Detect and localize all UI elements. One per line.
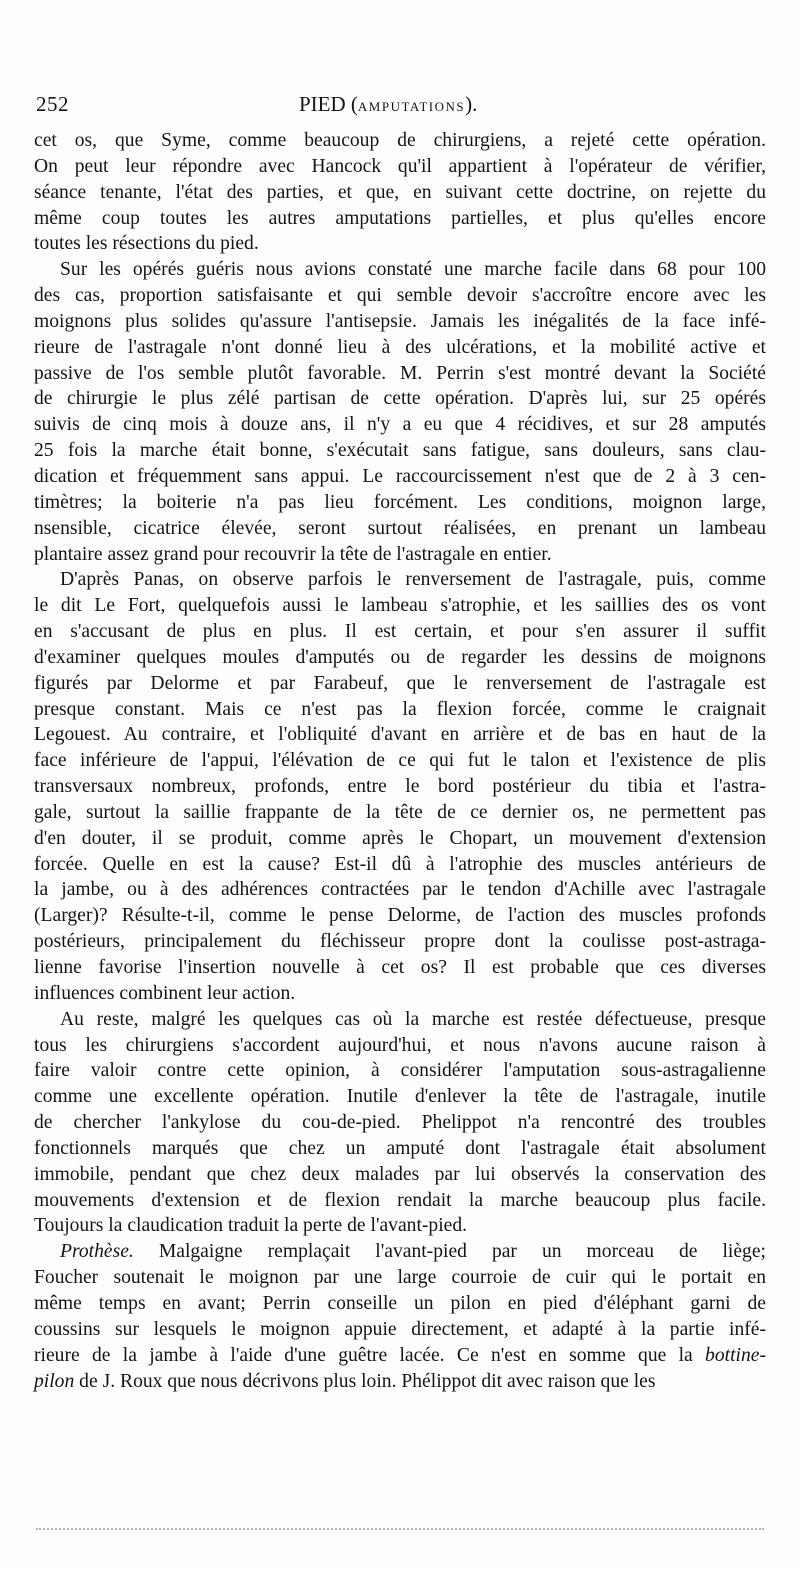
line-text: fonctionnels marqués que chez un amputé dont l'astragale était absolument	[34, 1137, 766, 1159]
page-header	[36, 92, 766, 122]
section-lead-italic: Prothèse.	[60, 1241, 134, 1263]
running-head	[299, 92, 477, 117]
line-text: cet os, que Syme, comme beaucoup de chirurgiens, a rejeté cette opération.	[34, 130, 766, 151]
line-text: Foucher soutenait le moignon par une large courroie de cuir qui le portait en	[34, 1267, 766, 1289]
text-line	[34, 542, 766, 568]
paragraph	[34, 1007, 766, 1240]
text-line	[34, 1084, 766, 1110]
page-number: 252	[36, 92, 69, 116]
paragraph	[34, 257, 766, 567]
text-line	[34, 619, 766, 645]
bottom-dotted-rule	[36, 1528, 764, 1530]
running-head-close: ).	[465, 92, 478, 116]
text-line	[34, 283, 766, 309]
text-line	[34, 1136, 766, 1162]
line-text: moignons plus solides qu'assure l'antisepsie. Jamais les inégalités de la face infé-	[34, 310, 766, 332]
running-head-main: PIED (	[299, 92, 358, 116]
line-text: 25 fois la marche était bonne, s'exécutait sans fatigue, sans douleurs, sans clau-	[34, 440, 766, 462]
text-line	[34, 645, 766, 671]
text-line	[34, 800, 766, 826]
running-head-small-caps: AMPUTATIONS	[357, 99, 466, 114]
text-line	[34, 516, 766, 542]
text-line	[34, 257, 766, 283]
text-line	[34, 955, 766, 981]
line-text: de J. Roux que nous décrivons plus loin. Phélippot dit avec raison que les	[74, 1370, 656, 1392]
text-line	[34, 697, 766, 723]
text-line	[34, 1343, 766, 1369]
line-text: mouvements d'extension et de flexion rendait la marche beaucoup plus facile.	[34, 1189, 766, 1211]
text-line	[34, 1007, 766, 1033]
line-text: même temps en avant; Perrin conseille un pilon en pied d'éléphant garni de	[34, 1292, 766, 1314]
line-text: des cas, proportion satisfaisante et qui semble devoir s'accroître encore avec les	[34, 285, 766, 307]
line-text: dication et fréquemment sans appui. Le raccourcissement n'est que de 2 à 3 cen-	[34, 465, 766, 487]
line-text: même coup toutes les autres amputations partielles, et plus qu'elles encore	[34, 207, 766, 229]
paragraph	[34, 128, 766, 257]
body-text	[34, 128, 766, 1394]
text-line	[34, 774, 766, 800]
text-line	[34, 1033, 766, 1059]
text-line	[34, 309, 766, 335]
line-text: postérieurs, principalement du fléchisseur propre dont la coulisse post-astraga-	[34, 931, 766, 953]
line-text: plantaire assez grand pour recouvrir la tête de l'astragale en entier.	[34, 543, 552, 565]
line-text: tous les chirurgiens s'accordent aujourd'hui, et nous n'avons aucune raison à	[34, 1034, 766, 1056]
text-line	[34, 1291, 766, 1317]
paragraph	[34, 1239, 766, 1394]
text-line	[34, 206, 766, 232]
line-text: On peut leur répondre avec Hancock qu'il appartient à l'opérateur de vérifier,	[34, 155, 766, 177]
line-text: (Larger)? Résulte-t-il, comme le pense Delorme, de l'action des muscles profonds	[34, 905, 766, 927]
line-text: transversaux nombreux, profonds, entre le bord postérieur du tibia et l'astra-	[34, 776, 766, 798]
line-text: figurés par Delorme et par Farabeuf, que le renversement de l'astragale est	[34, 672, 766, 694]
line-text: presque constant. Mais ce n'est pas la flexion forcée, comme le craignait	[34, 698, 766, 720]
line-text: forcée. Quelle en est la cause? Est-il dû à l'atrophie des muscles antérieurs de	[34, 853, 766, 875]
text-line	[34, 1058, 766, 1084]
text-line	[34, 1110, 766, 1136]
line-text: faire valoir contre cette opinion, à considérer l'amputation sous-astragalienne	[34, 1060, 766, 1082]
line-text: comme une excellente opération. Inutile d'enlever la tête de l'astragale, inutile	[34, 1086, 766, 1108]
line-text: de chercher l'ankylose du cou-de-pied. Phelippot n'a rencontré des troubles	[34, 1112, 766, 1134]
line-text: rieure de la jambe à l'aide d'une guêtre lacée. Ce n'est en somme que la	[34, 1344, 706, 1366]
text-line	[34, 929, 766, 955]
line-text: Legouest. Au contraire, et l'obliquité d'avant en arrière et de bas en haut de la	[34, 724, 766, 746]
inline-italic-term: pilon	[34, 1370, 75, 1392]
line-text: gale, surtout la saillie frappante de la tête de ce dernier os, ne permettent pas	[34, 801, 766, 823]
line-text: immobile, pendant que chez deux malades par lui observés la conservation des	[34, 1163, 766, 1185]
line-text: coussins sur lesquels le moignon appuie directement, et adapté à la partie infé-	[34, 1318, 766, 1340]
text-line	[34, 464, 766, 490]
text-line	[34, 722, 766, 748]
text-line	[34, 1265, 766, 1291]
line-text: de chirurgie le plus zélé partisan de cette opération. D'après lui, sur 25 opérés	[34, 388, 766, 410]
text-line	[34, 1369, 766, 1395]
line-text: timètres; la boiterie n'a pas lieu forcément. Les conditions, moignon large,	[34, 491, 766, 513]
text-line	[34, 567, 766, 593]
line-text: Toujours la claudication traduit la perte de l'avant-pied.	[34, 1215, 468, 1237]
text-line	[34, 671, 766, 697]
text-line	[34, 1188, 766, 1214]
text-line	[34, 593, 766, 619]
line-text: suivis de cinq mois à douze ans, il n'y a eu que 4 récidives, et sur 28 amputés	[34, 414, 766, 436]
paragraph	[34, 567, 766, 1006]
line-text: Sur les opérés guéris nous avions constaté une marche facile dans 68 pour 100	[60, 259, 766, 281]
text-line	[34, 386, 766, 412]
text-line	[34, 490, 766, 516]
line-text: le dit Le Fort, quelquefois aussi le lambeau s'atrophie, et les saillies des os vont	[34, 595, 766, 617]
text-line	[34, 1317, 766, 1343]
text-line	[34, 361, 766, 387]
line-text: passive de l'os semble plutôt favorable. M. Perrin s'est montré devant la Société	[34, 362, 766, 384]
line-text: séance tenante, l'état des parties, et que, en suivant cette doctrine, on rejette du	[34, 181, 766, 203]
line-text: rieure de l'astragale n'ont donné lieu à des ulcérations, et la mobilité active et	[34, 336, 766, 358]
text-line	[34, 1213, 766, 1239]
line-text: influences combinent leur action.	[34, 982, 296, 1004]
text-line	[34, 852, 766, 878]
line-text: toutes les résections du pied.	[34, 233, 259, 255]
line-text: d'en douter, il se produit, comme après le Chopart, un mouvement d'extension	[34, 827, 766, 849]
line-text: D'après Panas, on observe parfois le renversement de l'astragale, puis, comme	[60, 569, 766, 591]
line-text: la jambe, ou à des adhérences contractées par le tendon d'Achille avec l'astragale	[34, 879, 766, 901]
line-text: d'examiner quelques moules d'amputés ou de regarder les dessins de moignons	[34, 646, 766, 668]
text-line	[34, 128, 766, 154]
text-line	[34, 1239, 766, 1265]
text-line	[34, 438, 766, 464]
text-line	[34, 412, 766, 438]
line-text: face inférieure de l'appui, l'élévation de ce qui fut le talon et l'existence de plis	[34, 750, 766, 772]
text-line	[34, 180, 766, 206]
text-line	[34, 335, 766, 361]
line-text: en s'accusant de plus en plus. Il est certain, et pour s'en assurer il suffit	[34, 621, 766, 643]
inline-italic-term: bottine-	[705, 1344, 766, 1366]
text-line	[34, 981, 766, 1007]
line-text: Malgaigne remplaçait l'avant-pied par un morceau de liège;	[133, 1241, 766, 1263]
text-line	[34, 877, 766, 903]
text-line	[34, 1162, 766, 1188]
line-text: Au reste, malgré les quelques cas où la marche est restée défectueuse, presque	[60, 1008, 766, 1030]
text-line	[34, 748, 766, 774]
text-line	[34, 903, 766, 929]
text-line	[34, 826, 766, 852]
line-text: lienne favorise l'insertion nouvelle à cet os? Il est probable que ces diverses	[34, 957, 766, 978]
text-line	[34, 231, 766, 257]
line-text: nsensible, cicatrice élevée, seront surtout réalisées, en prenant un lambeau	[34, 517, 766, 539]
text-line	[34, 154, 766, 180]
